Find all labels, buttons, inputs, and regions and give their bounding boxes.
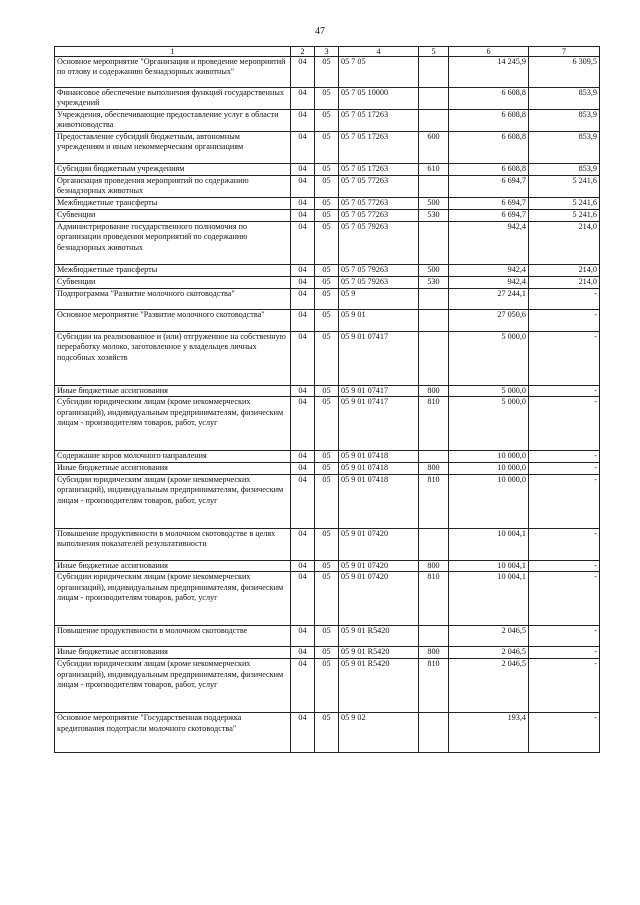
table-row: [55, 310, 600, 332]
amount-col7: 5 241,6: [529, 210, 600, 222]
table-row: [55, 572, 600, 626]
amount-col7: 214,0: [529, 265, 600, 277]
subsection-code: 05: [315, 713, 339, 753]
amount-col7: 214,0: [529, 222, 600, 265]
table-row: [55, 57, 600, 88]
subsection-code: 05: [315, 88, 339, 110]
expense-type-code: 810: [419, 572, 449, 626]
target-article-code: 05 9 01 07420: [339, 572, 419, 626]
target-article-code: 05 9 01 R5420: [339, 647, 419, 659]
amount-col7: -: [529, 626, 600, 647]
section-code: 04: [291, 289, 315, 310]
expense-type-code: 500: [419, 198, 449, 210]
subsection-code: 05: [315, 222, 339, 265]
item-name: Организация проведения мероприятий по содержанию безнадзорных животных: [55, 176, 291, 198]
expense-type-code: 800: [419, 386, 449, 397]
expense-type-code: 530: [419, 210, 449, 222]
expense-type-code: 800: [419, 560, 449, 571]
section-code: 04: [291, 560, 315, 571]
section-code: 04: [291, 626, 315, 647]
amount-col6: 5 000,0: [449, 397, 529, 451]
amount-col6: 10 000,0: [449, 462, 529, 474]
target-article-code: 05 7 05 77263: [339, 210, 419, 222]
item-name: Иные бюджетные ассигнования: [55, 560, 291, 571]
target-article-code: 05 7 05: [339, 57, 419, 88]
amount-col6: 6 608,8: [449, 88, 529, 110]
amount-col7: 6 309,5: [529, 57, 600, 88]
target-article-code: 05 9 01 R5420: [339, 626, 419, 647]
section-code: 04: [291, 110, 315, 132]
target-article-code: 05 7 05 17263: [339, 110, 419, 132]
amount-col7: -: [529, 647, 600, 659]
target-article-code: 05 7 05 17263: [339, 164, 419, 176]
expense-type-code: 810: [419, 397, 449, 451]
item-name: Иные бюджетные ассигнования: [55, 647, 291, 659]
amount-col7: 853,9: [529, 88, 600, 110]
target-article-code: 05 7 05 79263: [339, 277, 419, 289]
target-article-code: 05 7 05 79263: [339, 222, 419, 265]
table-row: [55, 528, 600, 560]
subsection-code: 05: [315, 289, 339, 310]
target-article-code: 05 9 01 07420: [339, 528, 419, 560]
section-code: 04: [291, 451, 315, 462]
table-row: [55, 110, 600, 132]
amount-col7: -: [529, 474, 600, 528]
subsection-code: 05: [315, 386, 339, 397]
table-row: [55, 560, 600, 571]
amount-col6: 6 694,7: [449, 210, 529, 222]
expense-type-code: [419, 57, 449, 88]
budget-table: [54, 46, 600, 753]
subsection-code: 05: [315, 560, 339, 571]
item-name: Иные бюджетные ассигнования: [55, 462, 291, 474]
amount-col7: -: [529, 713, 600, 753]
amount-col6: 6 694,7: [449, 198, 529, 210]
amount-col6: 14 245,9: [449, 57, 529, 88]
item-name: Субсидии бюджетным учреждениям: [55, 164, 291, 176]
amount-col7: -: [529, 462, 600, 474]
expense-type-code: [419, 289, 449, 310]
header-cell: 4: [339, 47, 419, 57]
subsection-code: 05: [315, 462, 339, 474]
item-name: Иные бюджетные ассигнования: [55, 386, 291, 397]
expense-type-code: 610: [419, 164, 449, 176]
expense-type-code: [419, 176, 449, 198]
item-name: Администрирование государственного полномочия по организации проведения мероприятий по содержанию безнадзорных животных: [55, 222, 291, 265]
amount-col6: 6 608,8: [449, 132, 529, 164]
section-code: 04: [291, 713, 315, 753]
amount-col6: 10 000,0: [449, 474, 529, 528]
amount-col7: -: [529, 310, 600, 332]
section-code: 04: [291, 277, 315, 289]
target-article-code: 05 9 01 07418: [339, 451, 419, 462]
amount-col6: 5 000,0: [449, 386, 529, 397]
section-code: 04: [291, 88, 315, 110]
target-article-code: 05 9 01 07418: [339, 462, 419, 474]
amount-col6: 6 608,8: [449, 164, 529, 176]
header-cell: 7: [529, 47, 600, 57]
section-code: 04: [291, 386, 315, 397]
table-row: [55, 386, 600, 397]
table-row: [55, 462, 600, 474]
amount-col7: 853,9: [529, 132, 600, 164]
subsection-code: 05: [315, 310, 339, 332]
amount-col6: 942,4: [449, 265, 529, 277]
table-row: [55, 659, 600, 713]
expense-type-code: [419, 222, 449, 265]
item-name: Субсидии юридическим лицам (кроме некоммерческих организаций), индивидуальным предпринимателям, физическим лицам - производителям товаров, работ, услуг: [55, 397, 291, 451]
amount-col6: 942,4: [449, 277, 529, 289]
table-row: [55, 265, 600, 277]
expense-type-code: 800: [419, 462, 449, 474]
header-cell: 2: [291, 47, 315, 57]
amount-col6: 193,4: [449, 713, 529, 753]
target-article-code: 05 7 05 79263: [339, 265, 419, 277]
expense-type-code: [419, 110, 449, 132]
subsection-code: 05: [315, 57, 339, 88]
expense-type-code: 800: [419, 647, 449, 659]
section-code: 04: [291, 659, 315, 713]
section-code: 04: [291, 332, 315, 386]
subsection-code: 05: [315, 528, 339, 560]
section-code: 04: [291, 57, 315, 88]
amount-col7: -: [529, 451, 600, 462]
target-article-code: 05 9 01 R5420: [339, 659, 419, 713]
target-article-code: 05 7 05 77263: [339, 198, 419, 210]
amount-col7: 5 241,6: [529, 198, 600, 210]
amount-col6: 2 046,5: [449, 647, 529, 659]
subsection-code: 05: [315, 164, 339, 176]
table-row: [55, 626, 600, 647]
target-article-code: 05 7 05 77263: [339, 176, 419, 198]
expense-type-code: [419, 626, 449, 647]
amount-col6: 5 000,0: [449, 332, 529, 386]
subsection-code: 05: [315, 265, 339, 277]
expense-type-code: [419, 451, 449, 462]
amount-col6: 10 000,0: [449, 451, 529, 462]
item-name: Подпрограмма "Развитие молочного скотоводства": [55, 289, 291, 310]
amount-col6: 27 244,1: [449, 289, 529, 310]
item-name: Основное мероприятие "Организация и проведение мероприятий по отлову и содержанию безнадзорных животных": [55, 57, 291, 88]
expense-type-code: 530: [419, 277, 449, 289]
section-code: 04: [291, 462, 315, 474]
table-row: [55, 332, 600, 386]
item-name: Субсидии юридическим лицам (кроме некоммерческих организаций), индивидуальным предпринимателям, физическим лицам - производителям товаров, работ, услуг: [55, 659, 291, 713]
header-cell: 5: [419, 47, 449, 57]
table-row: [55, 289, 600, 310]
section-code: 04: [291, 164, 315, 176]
expense-type-code: [419, 713, 449, 753]
item-name: Субвенции: [55, 277, 291, 289]
subsection-code: 05: [315, 572, 339, 626]
target-article-code: 05 9 01 07417: [339, 386, 419, 397]
item-name: Основное мероприятие "Развитие молочного скотоводства": [55, 310, 291, 332]
item-name: Межбюджетные трансферты: [55, 198, 291, 210]
target-article-code: 05 7 05 10000: [339, 88, 419, 110]
subsection-code: 05: [315, 210, 339, 222]
table-body: [55, 57, 600, 753]
table-row: [55, 198, 600, 210]
amount-col7: 853,9: [529, 110, 600, 132]
item-name: Межбюджетные трансферты: [55, 265, 291, 277]
section-code: 04: [291, 176, 315, 198]
page-number: 47: [315, 26, 325, 37]
table-row: [55, 277, 600, 289]
section-code: 04: [291, 198, 315, 210]
header-cell: 6: [449, 47, 529, 57]
target-article-code: 05 9 01 07418: [339, 474, 419, 528]
target-article-code: 05 7 05 17263: [339, 132, 419, 164]
subsection-code: 05: [315, 474, 339, 528]
expense-type-code: 500: [419, 265, 449, 277]
amount-col6: 942,4: [449, 222, 529, 265]
amount-col7: -: [529, 659, 600, 713]
target-article-code: 05 9 01 07420: [339, 560, 419, 571]
table-row: [55, 474, 600, 528]
amount-col6: 2 046,5: [449, 659, 529, 713]
expense-type-code: 600: [419, 132, 449, 164]
subsection-code: 05: [315, 659, 339, 713]
expense-type-code: 810: [419, 474, 449, 528]
amount-col6: 6 608,8: [449, 110, 529, 132]
item-name: Субсидии юридическим лицам (кроме некоммерческих организаций), индивидуальным предпринимателям, физическим лицам - производителям товаров, работ, услуг: [55, 474, 291, 528]
section-code: 04: [291, 474, 315, 528]
table-row: [55, 647, 600, 659]
item-name: Основное мероприятие "Государственная поддержка кредитования подотрасли молочного скотоводства": [55, 713, 291, 753]
header-cell: 3: [315, 47, 339, 57]
target-article-code: 05 9 01: [339, 310, 419, 332]
item-name: Финансовое обеспечение выполнения функций государственных учреждений: [55, 88, 291, 110]
amount-col7: 5 241,6: [529, 176, 600, 198]
subsection-code: 05: [315, 277, 339, 289]
section-code: 04: [291, 222, 315, 265]
amount-col7: -: [529, 397, 600, 451]
amount-col6: 10 004,1: [449, 572, 529, 626]
item-name: Предоставление субсидий бюджетным, автономным учреждениям и иным некоммерческим организациям: [55, 132, 291, 164]
amount-col6: 10 004,1: [449, 528, 529, 560]
item-name: Субсидии на реализованное и (или) отгруженное на собственную переработку молоко, заготовленное у владельцев личных подсобных хозяйств: [55, 332, 291, 386]
amount-col7: -: [529, 560, 600, 571]
table-row: [55, 164, 600, 176]
section-code: 04: [291, 132, 315, 164]
table-row: [55, 713, 600, 753]
table-row: [55, 397, 600, 451]
item-name: Субсидии юридическим лицам (кроме некоммерческих организаций), индивидуальным предпринимателям, физическим лицам - производителям товаров, работ, услуг: [55, 572, 291, 626]
table-row: [55, 132, 600, 164]
subsection-code: 05: [315, 176, 339, 198]
item-name: Субвенции: [55, 210, 291, 222]
header-row: [55, 47, 600, 57]
subsection-code: 05: [315, 332, 339, 386]
amount-col7: 214,0: [529, 277, 600, 289]
item-name: Повышение продуктивности в молочном скотоводстве: [55, 626, 291, 647]
subsection-code: 05: [315, 647, 339, 659]
subsection-code: 05: [315, 132, 339, 164]
expense-type-code: [419, 528, 449, 560]
expense-type-code: [419, 332, 449, 386]
expense-type-code: [419, 310, 449, 332]
table-row: [55, 451, 600, 462]
target-article-code: 05 9 01 07417: [339, 397, 419, 451]
table-row: [55, 176, 600, 198]
subsection-code: 05: [315, 198, 339, 210]
expense-type-code: [419, 88, 449, 110]
section-code: 04: [291, 310, 315, 332]
subsection-code: 05: [315, 451, 339, 462]
expense-type-code: 810: [419, 659, 449, 713]
amount-col6: 6 694,7: [449, 176, 529, 198]
amount-col7: -: [529, 572, 600, 626]
target-article-code: 05 9 02: [339, 713, 419, 753]
table-row: [55, 88, 600, 110]
section-code: 04: [291, 210, 315, 222]
subsection-code: 05: [315, 397, 339, 451]
target-article-code: 05 9: [339, 289, 419, 310]
section-code: 04: [291, 528, 315, 560]
header-cell: 1: [55, 47, 291, 57]
subsection-code: 05: [315, 626, 339, 647]
amount-col6: 2 046,5: [449, 626, 529, 647]
section-code: 04: [291, 265, 315, 277]
item-name: Содержание коров молочного направления: [55, 451, 291, 462]
section-code: 04: [291, 397, 315, 451]
subsection-code: 05: [315, 110, 339, 132]
table-row: [55, 210, 600, 222]
item-name: Учреждения, обеспечивающие предоставление услуг в области животноводства: [55, 110, 291, 132]
section-code: 04: [291, 572, 315, 626]
section-code: 04: [291, 647, 315, 659]
table-row: [55, 222, 600, 265]
amount-col7: -: [529, 386, 600, 397]
amount-col6: 10 004,1: [449, 560, 529, 571]
amount-col7: -: [529, 528, 600, 560]
amount-col6: 27 050,6: [449, 310, 529, 332]
amount-col7: -: [529, 332, 600, 386]
amount-col7: -: [529, 289, 600, 310]
item-name: Повышение продуктивности в молочном скотоводстве в целях выполнения показателей результативности: [55, 528, 291, 560]
amount-col7: 853,9: [529, 164, 600, 176]
target-article-code: 05 9 01 07417: [339, 332, 419, 386]
